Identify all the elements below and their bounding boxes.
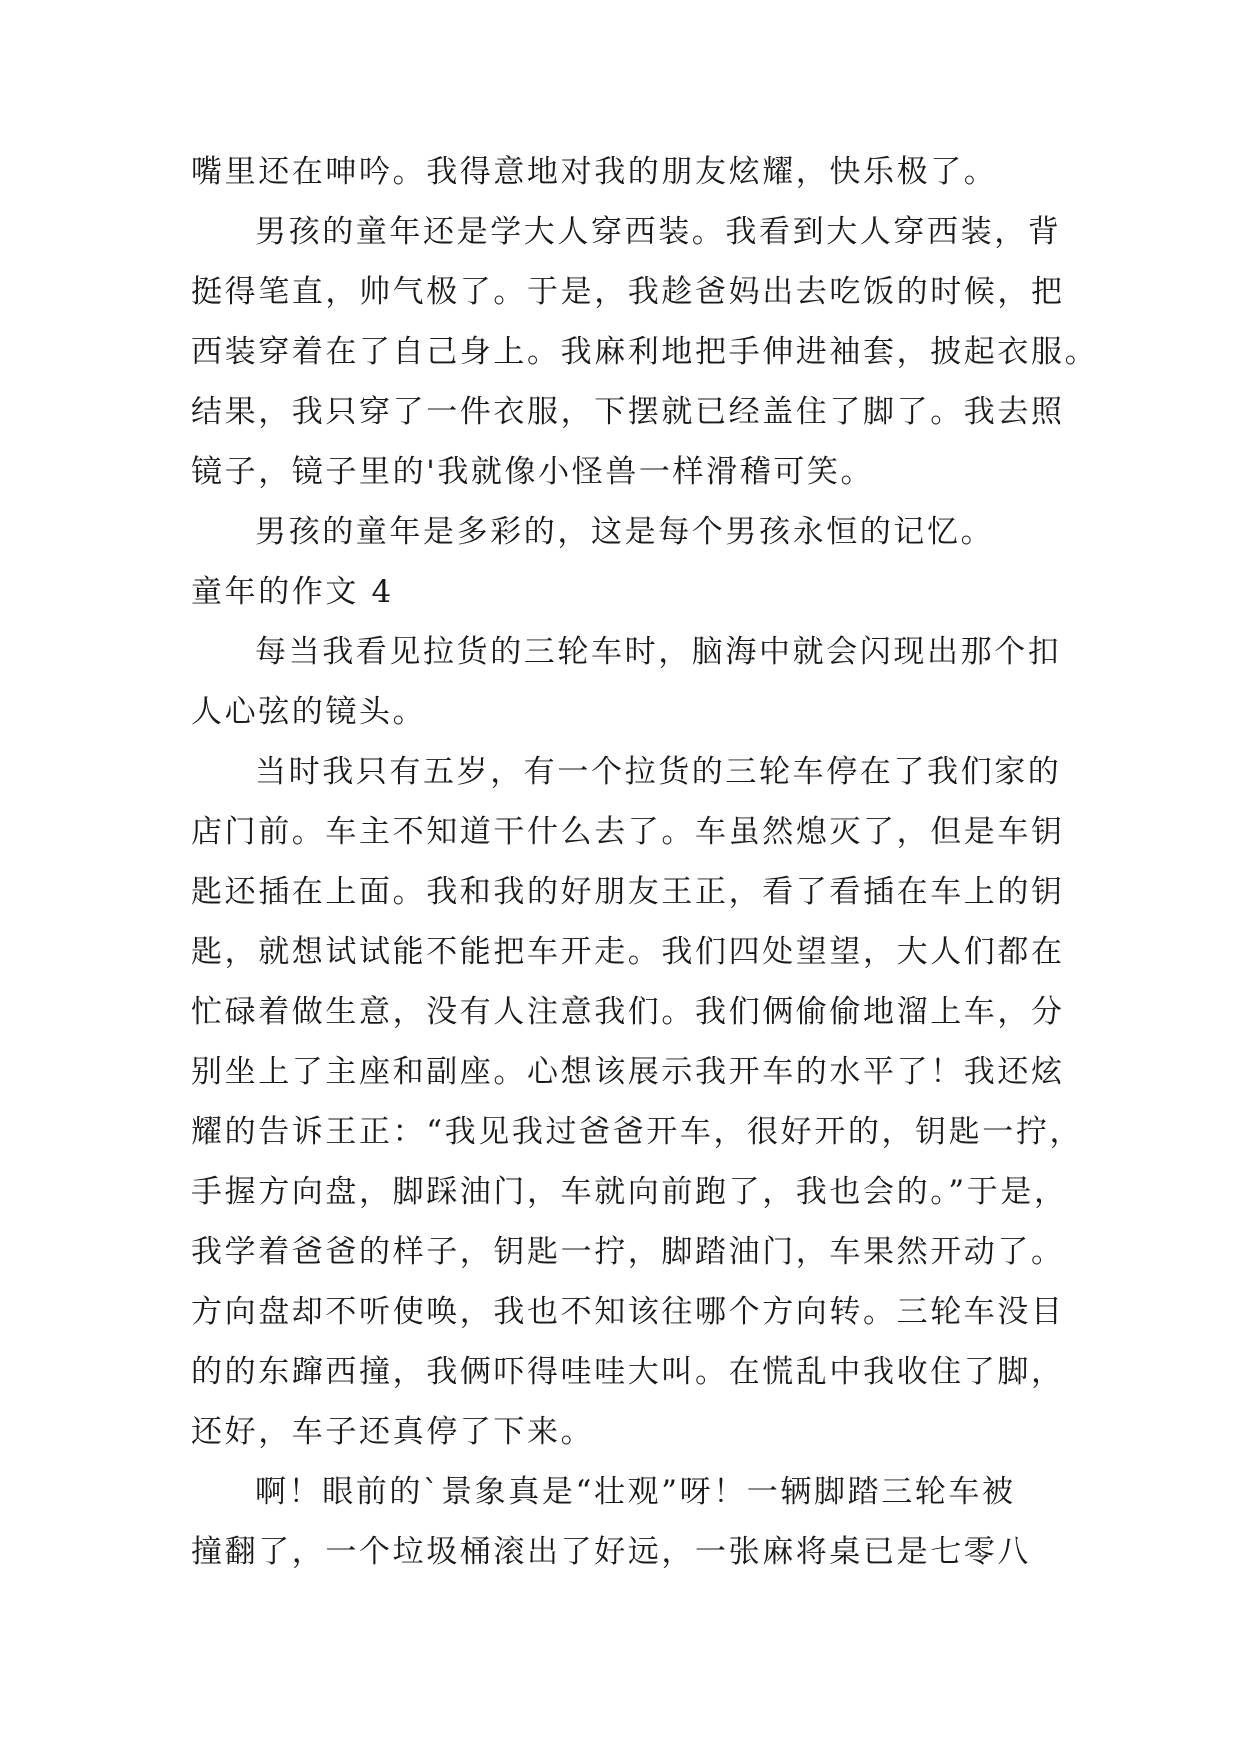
text-line: 撞翻了，一个垃圾桶滚出了好远，一张麻将桌已是七零八 — [191, 1534, 1031, 1570]
paragraph-first-line: 男孩的童年是多彩的，这是每个男孩永恒的记忆。 — [255, 514, 995, 550]
text-line: 方向盘却不听使唤，我也不知该往哪个方向转。三轮车没目 — [191, 1294, 1065, 1330]
text-line: 忙碌着做生意，没有人注意我们。我们俩偷偷地溜上车，分 — [191, 994, 1065, 1030]
paragraph-first-line: 每当我看见拉货的三轮车时，脑海中就会闪现出那个扣 — [255, 634, 1062, 670]
text-line: 别坐上了主座和副座。心想该展示我开车的水平了！我还炫 — [191, 1054, 1065, 1090]
text-line: 匙，就想试试能不能把车开走。我们四处望望，大人们都在 — [191, 934, 1065, 970]
text-line: 挺得笔直，帅气极了。于是，我趁爸妈出去吃饭的时候，把 — [191, 274, 1065, 310]
paragraph-first-line: 啊！眼前的`景象真是“壮观”呀！一辆脚踏三轮车被 — [255, 1474, 1016, 1510]
text-line: 手握方向盘，脚踩油门，车就向前跑了，我也会的。”于是， — [191, 1174, 1068, 1210]
text-line: 人心弦的镜头。 — [191, 694, 427, 730]
text-line: 匙还插在上面。我和我的好朋友王正，看了看插在车上的钥 — [191, 874, 1065, 910]
text-line: 还好，车子还真停了下来。 — [191, 1414, 595, 1450]
text-line: 结果，我只穿了一件衣服，下摆就已经盖住了脚了。我去照 — [191, 394, 1065, 430]
text-line: 我学着爸爸的样子，钥匙一拧，脚踏油门，车果然开动了。 — [191, 1234, 1065, 1270]
text-line: 耀的告诉王正：“我见我过爸爸开车，很好开的，钥匙一拧， — [191, 1114, 1084, 1150]
text-line: 的的东蹿西撞，我俩吓得哇哇大叫。在慌乱中我收住了脚， — [191, 1354, 1065, 1390]
text-line: 西装穿着在了自己身上。我麻利地把手伸进袖套，披起衣服。 — [191, 334, 1099, 370]
text-line: 店门前。车主不知道干什么去了。车虽然熄灭了，但是车钥 — [191, 814, 1065, 850]
paragraph-first-line: 当时我只有五岁，有一个拉货的三轮车停在了我们家的 — [255, 754, 1062, 790]
section-heading: 童年的作文 4 — [191, 574, 394, 610]
text-line: 嘴里还在呻吟。我得意地对我的朋友炫耀，快乐极了。 — [191, 154, 998, 190]
text-line: 镜子，镜子里的'我就像小怪兽一样滑稽可笑。 — [191, 454, 875, 490]
paragraph-first-line: 男孩的童年还是学大人穿西装。我看到大人穿西装，背 — [255, 214, 1062, 250]
